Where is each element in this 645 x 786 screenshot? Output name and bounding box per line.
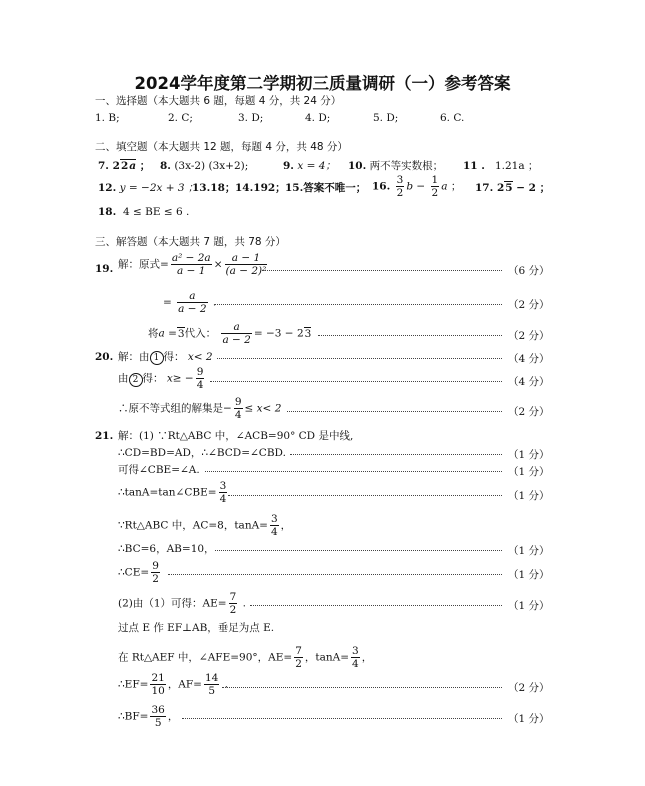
fill-q14: 14.192； — [235, 182, 286, 194]
section-2-header: 二、填空题（本大题共 12 题，每题 4 分，共 48 分） — [95, 141, 348, 153]
q21-line-3: 可得∠CBE=∠A. — [118, 464, 200, 476]
q19-score-3: （2 分） — [508, 330, 550, 342]
q21-line-7: ∴CE= $\frac{9}{2}$ — [118, 560, 159, 586]
q21-line-4: ∴tanA=tan∠CBE= $\frac{3}{4}$ — [118, 480, 227, 506]
q21-line-10: 在 Rt△AEF 中，∠AFE=90°，AE= $\frac{7}{2}$ ，tanA= $\frac{3}{4}$ ， — [118, 645, 373, 671]
choice-answer-2: 2. C; — [168, 112, 193, 124]
fill-q10: 10. 两不等实数根； — [348, 160, 444, 172]
fill-q9: 9. x = 4； — [283, 160, 336, 172]
q21-line-8: (2)由（1）可得：AE= $\frac{7}{2}$ . — [118, 591, 246, 617]
q20-line-2: 由 2 得： x≥ − $\frac{9}{4}$ — [118, 366, 204, 392]
fill-q15: 15.答案不唯一； — [285, 182, 367, 194]
choice-answer-3: 3. D; — [238, 112, 264, 124]
fill-q13: 13.18； — [192, 182, 236, 194]
choice-answer-1: 1. B; — [95, 112, 120, 124]
q21-score-11: （2 分） — [508, 682, 550, 694]
choice-answer-4: 4. D; — [305, 112, 331, 124]
fill-q17: 17. 25 − 2 ； — [475, 182, 551, 194]
q19-score-2: （2 分） — [508, 299, 550, 311]
fill-q18: 18. 4 ≤ BE ≤ 6 . — [98, 206, 190, 218]
q20-label: 20. — [95, 351, 114, 363]
q21-line-11: ∴EF= $\frac{21}{10}$ ，AF= $\frac{14}{5}$ . — [118, 672, 229, 698]
q21-score-3: （1 分） — [508, 466, 550, 478]
page-title: 2024学年度第二学期初三质量调研（一）参考答案 — [134, 74, 511, 93]
fill-q12: 12. y = −2x + 3 ； — [98, 182, 199, 194]
q21-line-6: ∴BC=6，AB=10， — [118, 543, 215, 555]
q19-line-2: = $\frac{a}{a - 2}$ . — [163, 290, 217, 316]
section-1-header: 一、选择题（本大题共 6 题，每题 4 分，共 24 分） — [95, 95, 342, 107]
fill-q11: 11 . 1.21a ； — [463, 160, 539, 172]
q21-line-12: ∴BF= $\frac{36}{5}$ ， — [118, 704, 179, 730]
q21-label: 21. — [95, 430, 114, 442]
q21-score-12: （1 分） — [508, 713, 550, 725]
section-3-header: 三、解答题（本大题共 7 题，共 78 分） — [95, 236, 286, 248]
q21-score-7: （1 分） — [508, 569, 550, 581]
choice-answer-6: 6. C. — [440, 112, 465, 124]
q21-score-2: （1 分） — [508, 449, 550, 461]
q20-score-1: （4 分） — [508, 353, 550, 365]
fill-q16: 16. $\frac{3}{2}$ b − $\frac{1}{2}$ a ； — [372, 174, 462, 200]
q19-label: 19. — [95, 263, 114, 275]
q20-score-3: （2 分） — [508, 406, 550, 418]
q19-line-1: 解：原式= $\frac{\text{a² − 2a}}{a - 1}$ × $\frac{a - 1}{\text{(a − 2)²}}$ — [118, 252, 267, 278]
q20-score-2: （4 分） — [508, 376, 550, 388]
fill-q7: 7. 22a ； — [98, 160, 151, 172]
q20-line-3: ∴原不等式组的解集是− $\frac{9}{4}$ ≤ x< 2 — [118, 396, 282, 422]
fill-q8: 8. (3x-2) (3x+2); — [160, 160, 249, 172]
q21-score-8: （1 分） — [508, 600, 550, 612]
choice-answer-5: 5. D; — [373, 112, 399, 124]
q21-line-9: 过点 E 作 EF⊥AB，垂足为点 E. — [118, 622, 275, 634]
q21-score-4: （1 分） — [508, 490, 550, 502]
q21-score-6: （1 分） — [508, 545, 550, 557]
q21-line-1: 解：(1) ∵Rt△ABC 中，∠ACB=90° CD 是中线, — [118, 430, 354, 442]
q19-score-1: （6 分） — [508, 265, 550, 277]
q19-line-3: 将a =3代入： $\frac{a}{a - 2}$ = −3 − 23 — [148, 321, 312, 347]
q21-line-5: ∵Rt△ABC 中，AC=8，tanA= $\frac{3}{4}$ ， — [118, 513, 292, 539]
q21-line-2: ∴CD=BD=AD，∴∠BCD=∠CBD. — [118, 447, 286, 459]
q20-line-1: 解：由 1 得： x< 2 — [118, 351, 213, 363]
